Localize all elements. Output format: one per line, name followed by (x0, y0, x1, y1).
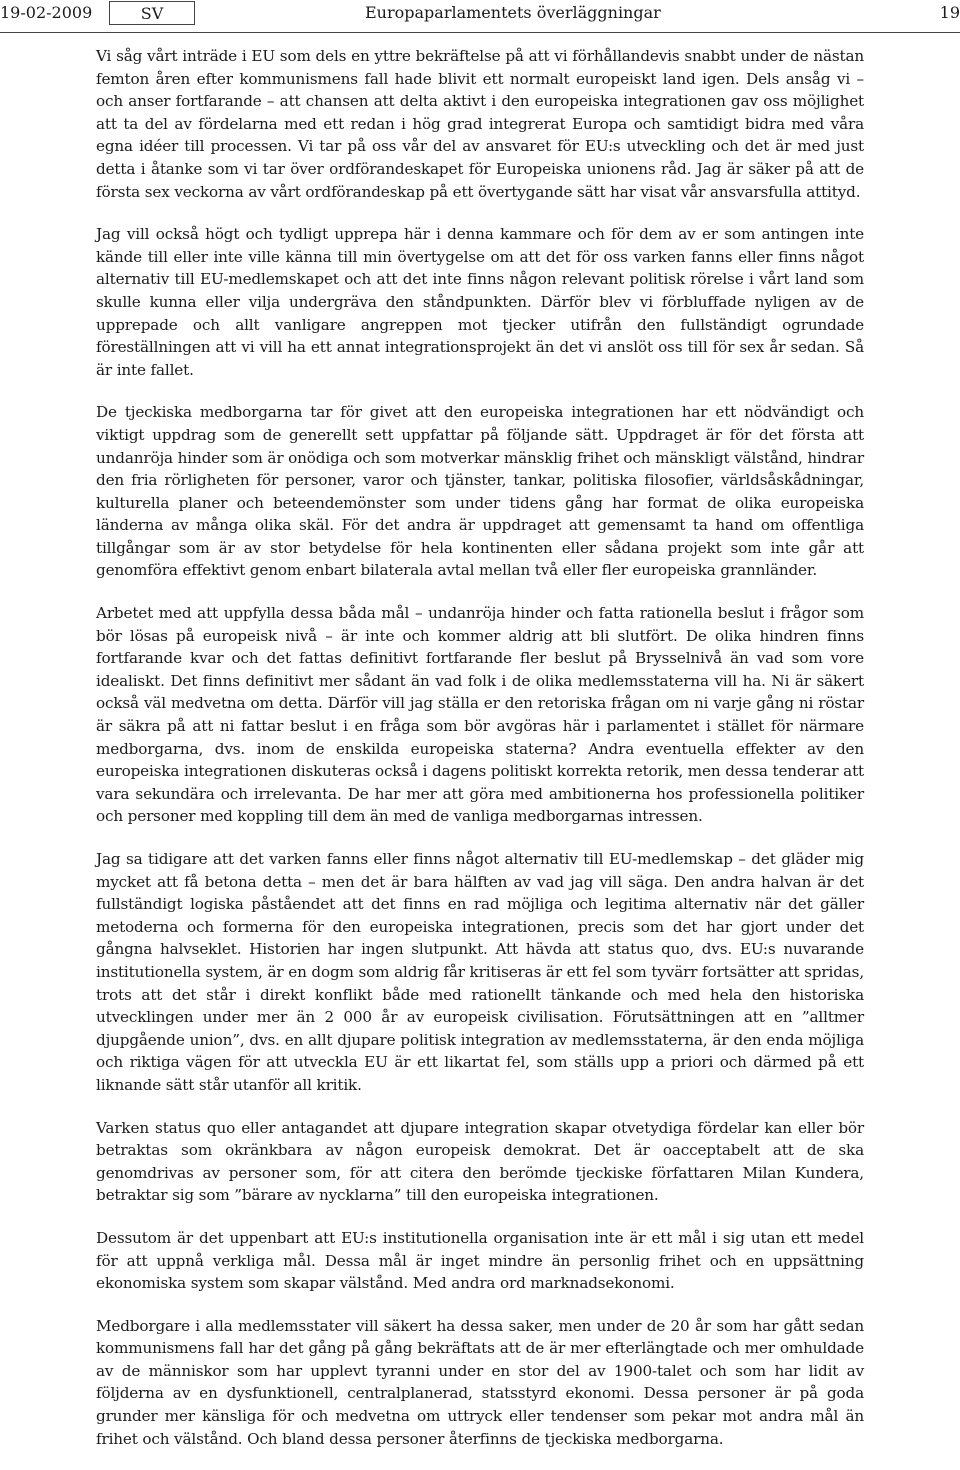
paragraph: Jag vill också högt och tydligt upprepa här i denna kammare och för dem av er som antingen inte kände till eller inte ville känna till min övertygelse om att det för oss varken fanns eller finns något alternativ till EU-medlemskapet och att det inte finns någon relevant politisk rörelse i vårt land som skulle kunna eller vilja undergräva den ståndpunkten. Därför blev vi förbluffade nyligen av de upprepade och allt vanligare angreppen mot tjecker utifrån den fullständigt ogrundade föreställningen att vi vill ha ett annat integrationsprojekt än det vi anslöt oss till för sex år sedan. Så är inte fallet. (96, 225, 864, 379)
page-number: 19 (939, 3, 960, 22)
page-header (0, 0, 960, 33)
paragraph: Varken status quo eller antagandet att djupare integration skapar otvetydiga fördelar kan eller bör betraktas som okränkbara av någon europeisk demokrat. Det är oacceptabelt att de ska genomdrivas av personer som, för att citera den berömde tjeckiske författaren Milan Kundera, betraktar sig som ”bärare av nycklarna” till den europeiska integrationen. (96, 1118, 864, 1205)
language-badge: SV (109, 1, 195, 25)
paragraph: Vi såg vårt inträde i EU som dels en yttre bekräftelse på att vi förhållandevis snabbt under de nästan femton åren efter kommunismens fall hade blivit ett normalt europeiskt land igen. Dels ansåg vi – och anser fortfarande – att chansen att delta aktivt i den europeiska integrationen gav oss möjlighet att ta del av fördelarna med ett redan i hög grad integrerat Europa och samtidigt bidra med våra egna idéer till processen. Vi tar på oss vår del av ansvaret för EU:s utveckling och det är med just detta i åtanke som vi tar över ordförandeskapet för Europeiska unionens råd. Jag är säker på att de första sex veckorna av vårt ordförandeskap på ett övertygande sätt har visat vår ansvarsfulla attityd. (96, 47, 864, 201)
paragraph: De tjeckiska medborgarna tar för givet att den europeiska integrationen har ett nödvändigt och viktigt uppdrag som de generellt sett uppfattar på följande sätt. Uppdraget är för det första att undanröja hinder som är onödiga och som motverkar mänsklig frihet och mänskligt välstånd, hindrar den fria rörligheten för personer, varor och tjänster, tankar, politiska filosofier, världsåskådningar, kulturella planer och beteendemönster som under tidens gång har format de olika europeiska länderna av många olika skäl. För det andra är uppdraget att gemensamt ta hand om offentliga tillgångar som är av stor betydelse för hela kontinenten eller sådana projekt som inte går att genomföra effektivt genom enbart bilaterala avtal mellan två eller fler europeiska grannländer. (96, 403, 864, 580)
paragraph: Medborgare i alla medlemsstater vill säkert ha dessa saker, men under de 20 år som har gått sedan kommunismens fall har det gång på gång bekräftats att de är mer efterlängtade och mer omhuldade av de människor som har upplevt tyranni under en stor del av 1900-talet och som har lidit av följderna av en dysfunktionell, centralplanerad, statsstyrd ekonomi. Dessa personer är på goda grunder mer känsliga för och medvetna om uttryck eller tendenser som pekar mot andra mål än frihet och välstånd. Och bland dessa personer återfinns de tjeckiska medborgarna. (96, 1316, 864, 1448)
header-title: Europaparlamentets överläggningar (365, 3, 661, 22)
paragraph: Dessutom är det uppenbart att EU:s institutionella organisation inte är ett mål i sig utan ett medel för att uppnå verkliga mål. Dessa mål är inget mindre än personlig frihet och en uppsättning ekonomiska system som skapar välstånd. Med andra ord marknadsekonomi. (96, 1228, 864, 1293)
paragraph: Jag sa tidigare att det varken fanns eller finns något alternativ till EU-medlemskap – det gläder mig mycket att få betona detta – men det är bara hälften av vad jag vill säga. Den andra halvan är det fullständigt logiska påståendet att det finns en rad möjliga och legitima alternativ när det gäller metoderna och formerna för den europeiska integrationen, precis som det har gjort under det gångna halvseklet. Historien har ingen slutpunkt. Att hävda att status quo, dvs. EU:s nuvarande institutionella system, är en dogm som aldrig får kritiseras är ett fel som tyvärr fortsätter att spridas, trots att det står i direkt konflikt både med rationellt tänkande och med hela den historiska utvecklingen under mer än 2 000 år av europeisk civilisation. Förutsättningen att en ”alltmer djupgående union”, dvs. en allt djupare politisk integration av medlemsstaterna, är den enda möjliga och riktiga vägen för att utveckla EU är ett likartat fel, som ställs upp a priori och därmed på ett liknande sätt står utanför all kritik. (96, 850, 864, 1094)
paragraph: Arbetet med att uppfylla dessa båda mål – undanröja hinder och fatta rationella beslut i frågor som bör lösas på europeisk nivå – är inte och kommer aldrig att bli slutfört. De olika hindren finns fortfarande kvar och det fattas definitivt fortfarande fler beslut på Brysselnivå än vad som vore idealiskt. Det finns definitivt mer sådant än vad folk i de olika medlemsstaterna vill ha. Ni är säkert också väl medvetna om detta. Därför vill jag ställa er den retoriska frågan om ni varje gång ni röstar är säkra på att ni fattar beslut i en fråga som bör avgöras här i parlamentet i stället för närmare medborgarna, dvs. inom de enskilda europeiska staterna? Andra eventuella effekter av den europeiska integrationen diskuteras också i dagens politiskt korrekta retorik, men dessa tenderar att vara sekundära och irrelevanta. De har mer att göra med ambitionerna hos professionella politiker och personer med koppling till dem än med de vanliga medborgarnas intressen. (96, 604, 864, 826)
header-date: 19-02-2009 (0, 3, 93, 22)
document-body (96, 45, 864, 1470)
